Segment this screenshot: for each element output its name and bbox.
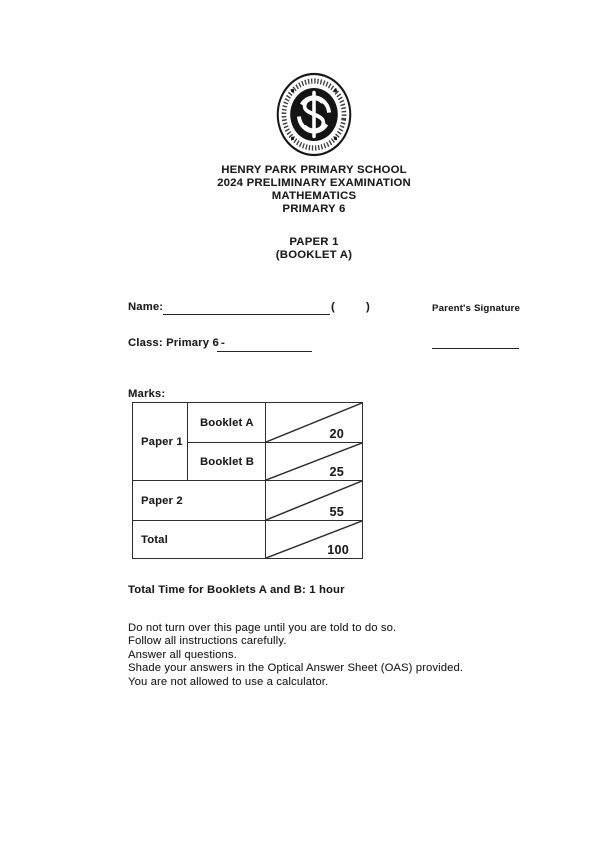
booklet-a-score-cell [266, 403, 363, 443]
parents-signature-line [432, 336, 519, 349]
total-score: 100 [327, 543, 349, 557]
booklet-b-score-cell [266, 443, 363, 481]
marks-label: Marks: [128, 388, 166, 400]
diagonal-line [266, 443, 362, 480]
index-paren-open: ( [331, 301, 335, 313]
exam-header [28, 164, 600, 216]
paper1-cell: Paper 1 [133, 403, 188, 481]
booklet-a-score: 20 [329, 427, 344, 441]
marks-table [132, 402, 363, 559]
table-row-paper2 [133, 481, 363, 521]
exam-title: 2024 PRELIMINARY EXAMINATION [217, 176, 411, 189]
booklet-a-cell: Booklet A [188, 403, 266, 443]
paper-number: PAPER 1 [289, 236, 339, 248]
class-dash: - [221, 337, 225, 349]
class-blank-line [217, 339, 312, 352]
paper-header [28, 236, 600, 262]
booklet-b-cell: Booklet B [188, 443, 266, 481]
instruction-line: Answer all questions. [128, 648, 237, 661]
instruction-line: Follow all instructions carefully. [128, 635, 287, 648]
instruction-line: Shade your answers in the Optical Answer Sheet (OAS) provided. [128, 662, 464, 675]
diagonal-line [266, 403, 362, 442]
table-row-total [133, 521, 363, 559]
paper2-cell: Paper 2 [133, 481, 266, 521]
paper2-score: 55 [329, 505, 344, 519]
total-score-cell [266, 521, 363, 559]
level: PRIMARY 6 [282, 202, 346, 215]
instruction-line: Do not turn over this page until you are told to do so. [128, 622, 397, 634]
diagonal-line [266, 481, 362, 520]
class-label: Class: Primary 6 [128, 337, 219, 349]
booklet-b-score: 25 [329, 465, 344, 479]
school-crest-icon [275, 71, 353, 158]
parents-signature-label: Parent's Signature [432, 303, 520, 314]
paper2-score-cell [266, 481, 363, 521]
index-paren-close: ) [366, 301, 370, 313]
name-label: Name: [128, 301, 164, 313]
school-name: HENRY PARK PRIMARY SCHOOL [221, 164, 407, 176]
total-cell: Total [133, 521, 266, 559]
name-blank-line [163, 302, 330, 315]
total-time-note: Total Time for Booklets A and B: 1 hour [128, 584, 345, 596]
instructions-block [128, 622, 548, 689]
instruction-line: You are not allowed to use a calculator. [128, 675, 329, 688]
subject: MATHEMATICS [271, 189, 357, 202]
booklet-label: (BOOKLET A) [275, 249, 353, 261]
table-row-booklet-a [133, 403, 363, 443]
